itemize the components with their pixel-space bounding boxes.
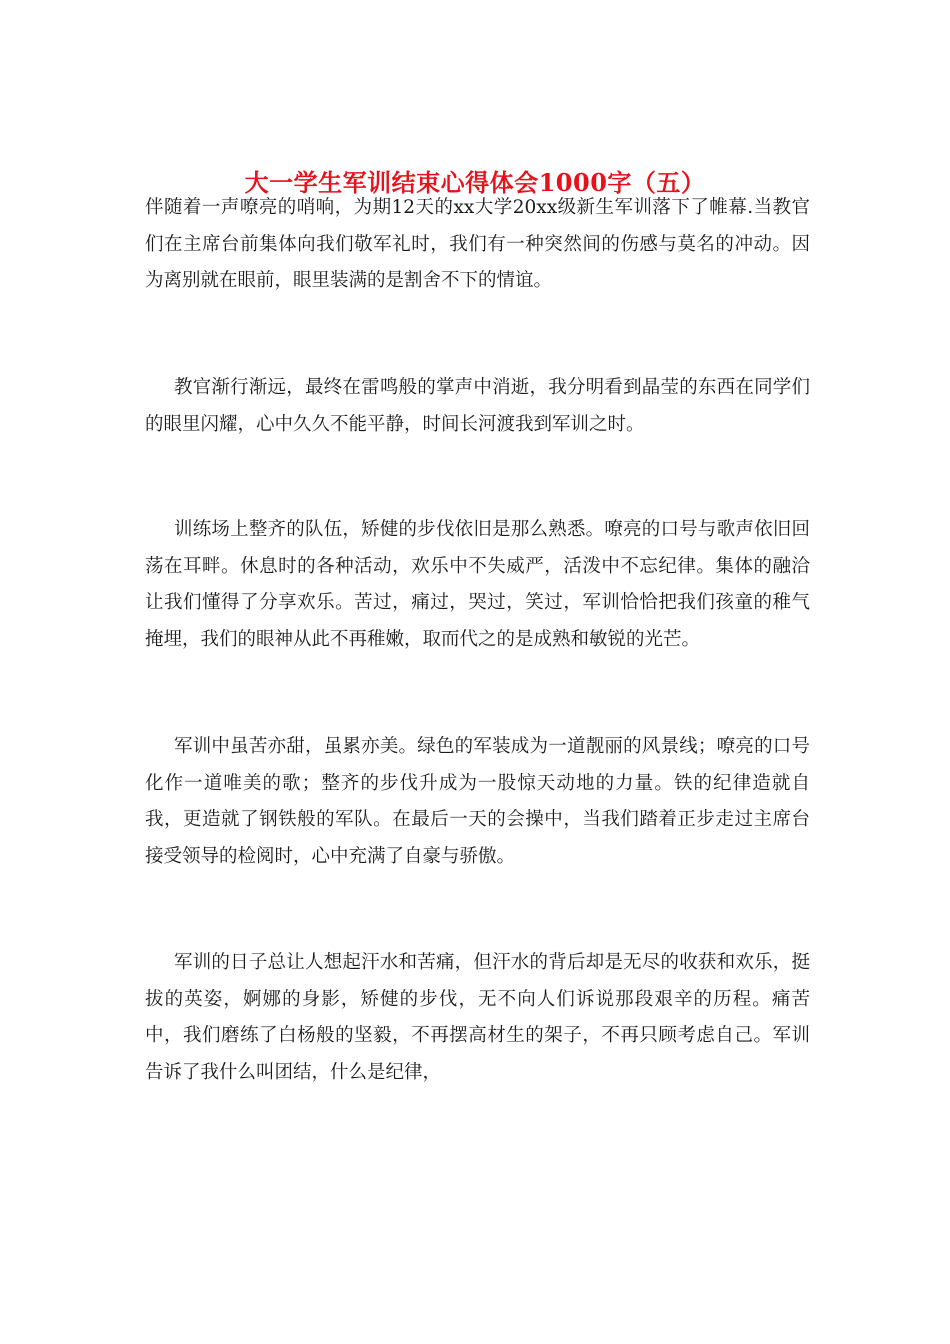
paragraph-2: 教官渐行渐远，最终在雷鸣般的掌声中消逝，我分明看到晶莹的东西在同学们的眼里闪耀，心中久久不能平静，时间长河渡我到军训之时。 — [145, 377, 810, 435]
document-title: 大一学生军训结束心得体会1000字（五） — [244, 168, 706, 198]
paragraph-1: 伴随着一声嘹亮的哨响，为期12天的xx大学20xx级新生军训落下了帷幕.当教官们在主席台前集体向我们敬军礼时，我们有一种突然间的伤感与莫名的冲动。因为离别就在眼前，眼里装满的是割舍不下的情谊。 — [145, 197, 810, 291]
paragraph-5: 军训的日子总让人想起汗水和苦痛，但汗水的背后却是无尽的收获和欢乐，挺拔的英姿，婀娜的身影，矫健的步伐，无不向人们诉说那段艰辛的历程。痛苦中，我们磨练了白杨般的坚毅，不再摆高材生的架子，不再只顾考虑自己。军训告诉了我什么叫团结，什么是纪律， — [145, 952, 810, 1083]
paragraph-4: 军训中虽苦亦甜，虽累亦美。绿色的军装成为一道靓丽的风景线；嘹亮的口号化作一道唯美的歌；整齐的步伐升成为一股惊天动地的力量。铁的纪律造就自我，更造就了钢铁般的军队。在最后一天的会操中，当我们踏着正步走过主席台接受领导的检阅时，心中充满了自豪与骄傲。 — [145, 736, 810, 867]
paragraph-3: 训练场上整齐的队伍，矫健的步伐依旧是那么熟悉。嘹亮的口号与歌声依旧回荡在耳畔。休息时的各种活动，欢乐中不失威严，活泼中不忘纪律。集体的融洽让我们懂得了分享欢乐。苦过，痛过，哭过，笑过，军训恰恰把我们孩童的稚气掩埋，我们的眼神从此不再稚嫩，取而代之的是成熟和敏锐的光芒。 — [145, 519, 810, 650]
